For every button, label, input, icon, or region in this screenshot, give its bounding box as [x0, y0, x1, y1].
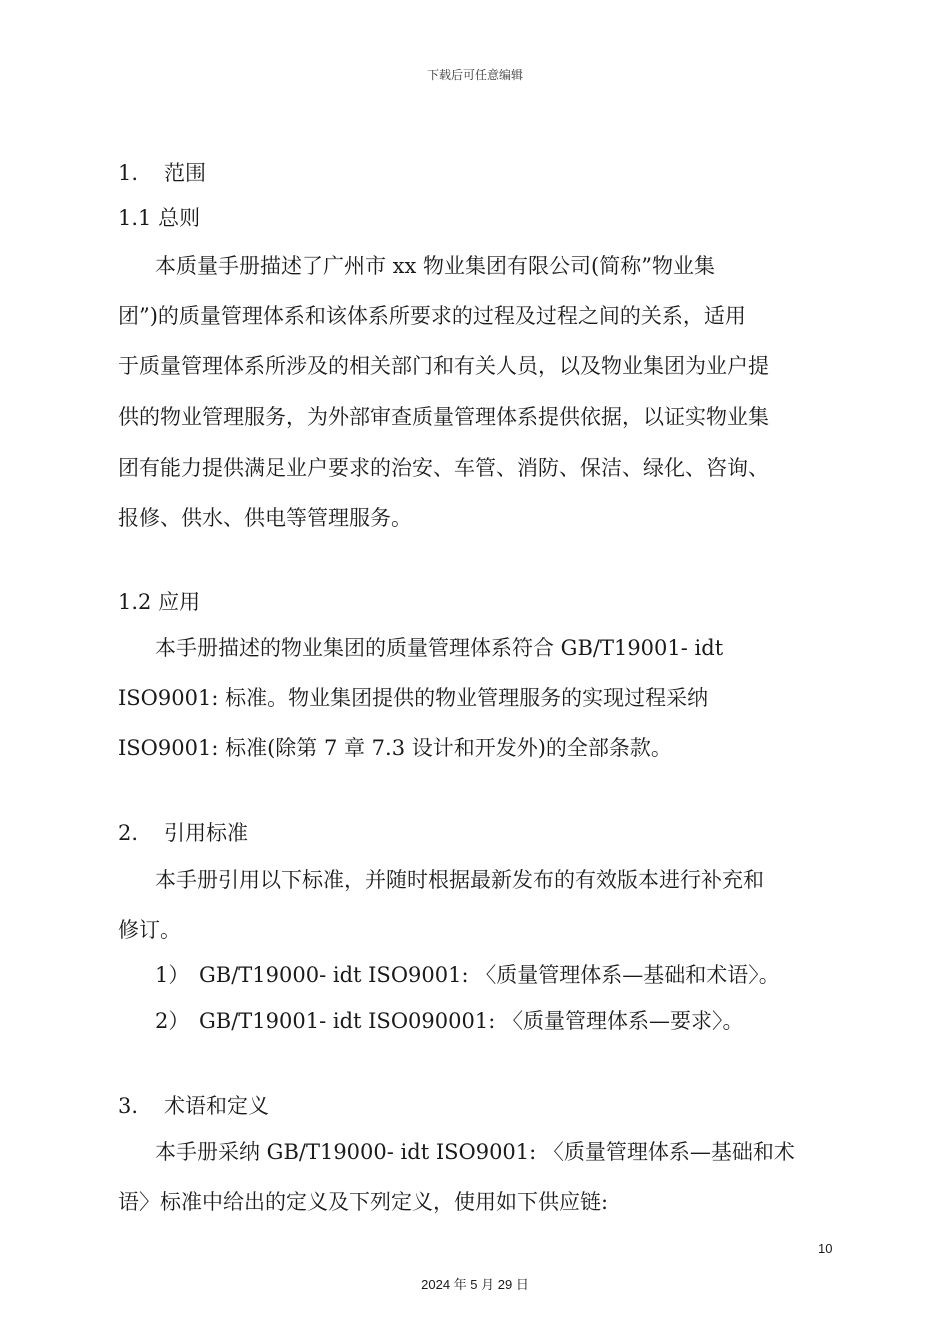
paragraph-line: 修订。 [118, 918, 181, 942]
paragraph-line: 本手册采纳 GB/T19000- idt ISO9001: 〈质量管理体系—基础和术 [155, 1140, 795, 1164]
page-number: 10 [818, 1241, 833, 1256]
section-number: 3. [118, 1094, 139, 1118]
paragraph-line: 供的物业管理服务，为外部审查质量管理体系提供依据，以证实物业集 [118, 405, 769, 429]
section-1-2-heading [118, 587, 200, 617]
paragraph-line: 本手册引用以下标准，并随时根据最新发布的有效版本进行补充和 [155, 868, 764, 892]
list-text: GB/T19001- idt ISO090001: 〈质量管理体系—要求〉。 [199, 1009, 744, 1033]
section-number: 1.1 [118, 206, 152, 230]
section-title: 引用标准 [164, 821, 248, 845]
header-note: 下载后可任意编辑 [426, 68, 523, 82]
paragraph-line: 于质量管理体系所涉及的相关部门和有关人员，以及物业集团为业户提 [118, 354, 769, 378]
paragraph-line: 本手册描述的物业集团的质量管理体系符合 GB/T19001- idt [155, 636, 724, 660]
section-2-heading [118, 818, 248, 848]
section-number: 1.2 [118, 590, 152, 614]
section-title: 总则 [158, 206, 201, 230]
section-title: 应用 [158, 590, 201, 614]
section-3-heading [118, 1091, 269, 1121]
footer-date: 2024 年 5 月 29 日 [421, 1277, 529, 1292]
paragraph-line: 团”)的质量管理体系和该体系所要求的过程及过程之间的关系，适用 [118, 304, 746, 328]
paragraph-line: 团有能力提供满足业户要求的治安、车管、消防、保洁、绿化、咨询、 [118, 456, 769, 480]
paragraph-line: ISO9001: 标准。物业集团提供的物业管理服务的实现过程采纳 [118, 686, 709, 710]
paragraph-line: ISO9001: 标准(除第 7 章 7.3 设计和开发外)的全部条款。 [118, 736, 672, 760]
paragraph-line: 语〉标准中给出的定义及下列定义，使用如下供应链: [118, 1190, 609, 1214]
section-number: 1. [118, 161, 139, 185]
list-text: GB/T19000- idt ISO9001: 〈质量管理体系—基础和术语〉。 [199, 963, 780, 987]
list-marker: 1） [155, 963, 190, 987]
section-title: 术语和定义 [164, 1094, 269, 1118]
list-marker: 2） [155, 1009, 190, 1033]
section-1-heading [118, 158, 206, 188]
section-1-1-heading [118, 203, 200, 233]
section-title: 范围 [164, 161, 206, 185]
paragraph-line: 报修、供水、供电等管理服务。 [118, 506, 412, 530]
paragraph-line: 本质量手册描述了广州市 xx 物业集团有限公司(简称”物业集 [155, 254, 715, 278]
list-item [155, 1006, 743, 1036]
list-item [155, 960, 780, 990]
section-number: 2. [118, 821, 139, 845]
